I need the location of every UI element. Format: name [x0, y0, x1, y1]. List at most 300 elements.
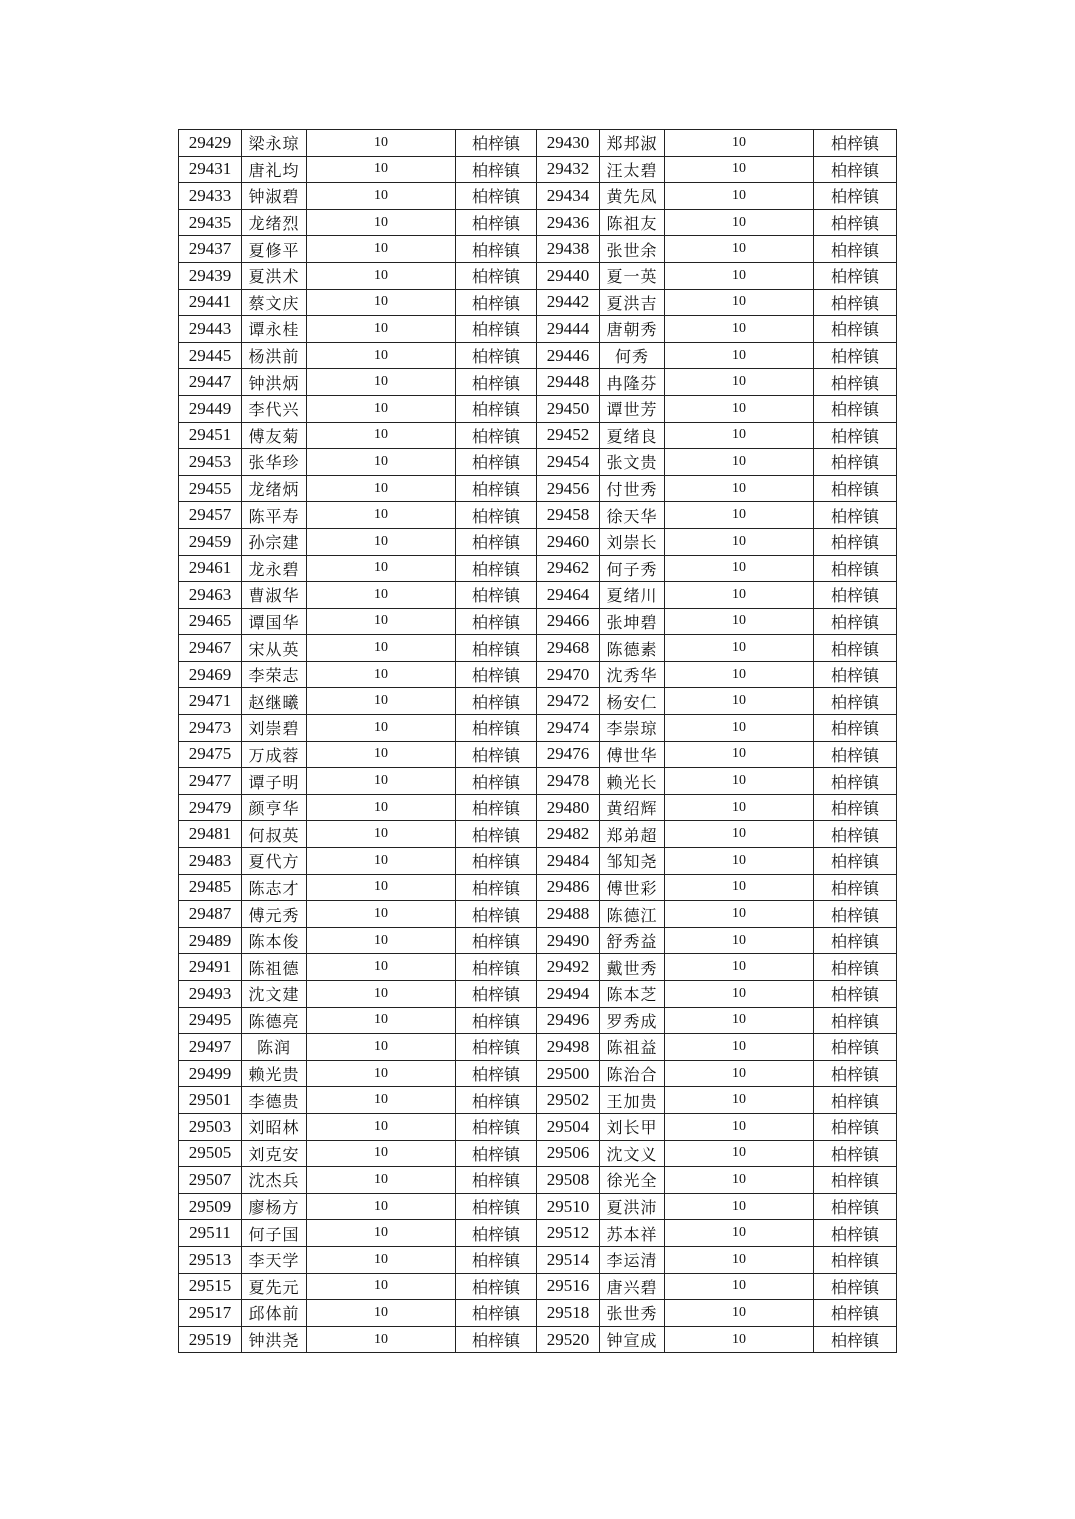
right-record-id-cell: 29516: [537, 1273, 600, 1300]
left-record-id-cell: 29447: [179, 369, 242, 396]
table-row: [179, 369, 897, 396]
right-record-id-cell: 29484: [537, 848, 600, 875]
left-person-name-cell: 唐礼均: [242, 156, 307, 183]
right-town-name-cell: 柏梓镇: [814, 768, 897, 795]
right-person-name-cell: 徐光全: [600, 1167, 665, 1194]
right-person-name-cell: 郑弟超: [600, 821, 665, 848]
right-person-name-cell: 何子秀: [600, 555, 665, 582]
left-town-name-cell: 柏梓镇: [456, 209, 537, 236]
table-row: [179, 528, 897, 555]
left-person-name-cell: 沈文建: [242, 981, 307, 1008]
left-record-id-cell: 29429: [179, 130, 242, 157]
right-amount-cell: 10: [665, 715, 814, 742]
right-town-name-cell: 柏梓镇: [814, 289, 897, 316]
left-amount-cell: 10: [307, 1113, 456, 1140]
left-record-id-cell: 29431: [179, 156, 242, 183]
left-amount-cell: 10: [307, 1246, 456, 1273]
right-amount-cell: 10: [665, 661, 814, 688]
left-person-name-cell: 蔡文庆: [242, 289, 307, 316]
left-town-name-cell: 柏梓镇: [456, 715, 537, 742]
right-person-name-cell: 陈治合: [600, 1060, 665, 1087]
left-amount-cell: 10: [307, 1273, 456, 1300]
left-town-name-cell: 柏梓镇: [456, 316, 537, 343]
right-person-name-cell: 傅世华: [600, 741, 665, 768]
right-town-name-cell: 柏梓镇: [814, 502, 897, 529]
right-record-id-cell: 29520: [537, 1326, 600, 1353]
right-record-id-cell: 29510: [537, 1193, 600, 1220]
left-person-name-cell: 龙绪烈: [242, 209, 307, 236]
left-person-name-cell: 李德贵: [242, 1087, 307, 1114]
right-person-name-cell: 傅世彩: [600, 874, 665, 901]
left-person-name-cell: 刘昭林: [242, 1113, 307, 1140]
left-person-name-cell: 杨洪前: [242, 342, 307, 369]
left-amount-cell: 10: [307, 1007, 456, 1034]
table-row: [179, 741, 897, 768]
right-person-name-cell: 沈秀华: [600, 661, 665, 688]
right-record-id-cell: 29454: [537, 449, 600, 476]
right-person-name-cell: 陈祖友: [600, 209, 665, 236]
table-row: [179, 1167, 897, 1194]
right-record-id-cell: 29492: [537, 954, 600, 981]
table-row: [179, 1273, 897, 1300]
right-record-id-cell: 29518: [537, 1300, 600, 1327]
right-amount-cell: 10: [665, 1087, 814, 1114]
table-row: [179, 821, 897, 848]
right-town-name-cell: 柏梓镇: [814, 874, 897, 901]
left-person-name-cell: 赖光贵: [242, 1060, 307, 1087]
right-amount-cell: 10: [665, 316, 814, 343]
left-town-name-cell: 柏梓镇: [456, 661, 537, 688]
right-person-name-cell: 杨安仁: [600, 688, 665, 715]
left-town-name-cell: 柏梓镇: [456, 874, 537, 901]
right-amount-cell: 10: [665, 1113, 814, 1140]
table-row: [179, 794, 897, 821]
right-person-name-cell: 张坤碧: [600, 608, 665, 635]
right-amount-cell: 10: [665, 1167, 814, 1194]
right-record-id-cell: 29458: [537, 502, 600, 529]
table-row: [179, 1193, 897, 1220]
right-amount-cell: 10: [665, 1300, 814, 1327]
table-row: [179, 1140, 897, 1167]
right-record-id-cell: 29486: [537, 874, 600, 901]
right-town-name-cell: 柏梓镇: [814, 848, 897, 875]
right-record-id-cell: 29470: [537, 661, 600, 688]
left-amount-cell: 10: [307, 741, 456, 768]
right-town-name-cell: 柏梓镇: [814, 981, 897, 1008]
left-person-name-cell: 陈志才: [242, 874, 307, 901]
left-amount-cell: 10: [307, 236, 456, 263]
left-amount-cell: 10: [307, 901, 456, 928]
left-town-name-cell: 柏梓镇: [456, 1007, 537, 1034]
left-record-id-cell: 29489: [179, 927, 242, 954]
left-record-id-cell: 29451: [179, 422, 242, 449]
right-amount-cell: 10: [665, 1034, 814, 1061]
right-town-name-cell: 柏梓镇: [814, 1193, 897, 1220]
left-amount-cell: 10: [307, 1060, 456, 1087]
left-town-name-cell: 柏梓镇: [456, 635, 537, 662]
left-record-id-cell: 29455: [179, 475, 242, 502]
left-amount-cell: 10: [307, 848, 456, 875]
right-amount-cell: 10: [665, 395, 814, 422]
table-row: [179, 715, 897, 742]
right-person-name-cell: 夏绪川: [600, 582, 665, 609]
right-amount-cell: 10: [665, 1060, 814, 1087]
right-amount-cell: 10: [665, 209, 814, 236]
left-person-name-cell: 钟洪炳: [242, 369, 307, 396]
left-amount-cell: 10: [307, 1140, 456, 1167]
right-town-name-cell: 柏梓镇: [814, 954, 897, 981]
right-amount-cell: 10: [665, 555, 814, 582]
right-town-name-cell: 柏梓镇: [814, 1246, 897, 1273]
left-amount-cell: 10: [307, 449, 456, 476]
table-row: [179, 262, 897, 289]
left-record-id-cell: 29473: [179, 715, 242, 742]
right-person-name-cell: 谭世芳: [600, 395, 665, 422]
left-record-id-cell: 29501: [179, 1087, 242, 1114]
right-town-name-cell: 柏梓镇: [814, 316, 897, 343]
left-amount-cell: 10: [307, 502, 456, 529]
right-town-name-cell: 柏梓镇: [814, 927, 897, 954]
right-person-name-cell: 张世余: [600, 236, 665, 263]
right-person-name-cell: 唐朝秀: [600, 316, 665, 343]
right-amount-cell: 10: [665, 1246, 814, 1273]
left-person-name-cell: 陈德亮: [242, 1007, 307, 1034]
left-amount-cell: 10: [307, 395, 456, 422]
roster-body: [179, 130, 897, 1353]
right-town-name-cell: 柏梓镇: [814, 1273, 897, 1300]
right-town-name-cell: 柏梓镇: [814, 688, 897, 715]
left-amount-cell: 10: [307, 528, 456, 555]
right-person-name-cell: 钟宣成: [600, 1326, 665, 1353]
left-amount-cell: 10: [307, 821, 456, 848]
right-record-id-cell: 29488: [537, 901, 600, 928]
left-person-name-cell: 龙绪炳: [242, 475, 307, 502]
right-town-name-cell: 柏梓镇: [814, 449, 897, 476]
table-row: [179, 608, 897, 635]
right-record-id-cell: 29482: [537, 821, 600, 848]
table-row: [179, 1060, 897, 1087]
table-row: [179, 927, 897, 954]
right-person-name-cell: 苏本祥: [600, 1220, 665, 1247]
left-amount-cell: 10: [307, 209, 456, 236]
left-town-name-cell: 柏梓镇: [456, 1326, 537, 1353]
table-row: [179, 449, 897, 476]
left-town-name-cell: 柏梓镇: [456, 342, 537, 369]
left-amount-cell: 10: [307, 715, 456, 742]
table-row: [179, 1326, 897, 1353]
right-person-name-cell: 陈祖益: [600, 1034, 665, 1061]
right-record-id-cell: 29450: [537, 395, 600, 422]
right-person-name-cell: 付世秀: [600, 475, 665, 502]
right-person-name-cell: 夏洪沛: [600, 1193, 665, 1220]
left-town-name-cell: 柏梓镇: [456, 1140, 537, 1167]
right-record-id-cell: 29432: [537, 156, 600, 183]
left-amount-cell: 10: [307, 661, 456, 688]
left-record-id-cell: 29505: [179, 1140, 242, 1167]
left-town-name-cell: 柏梓镇: [456, 1220, 537, 1247]
table-row: [179, 289, 897, 316]
right-amount-cell: 10: [665, 183, 814, 210]
right-record-id-cell: 29438: [537, 236, 600, 263]
right-person-name-cell: 夏一英: [600, 262, 665, 289]
right-amount-cell: 10: [665, 449, 814, 476]
left-person-name-cell: 傅友菊: [242, 422, 307, 449]
left-person-name-cell: 陈平寿: [242, 502, 307, 529]
right-person-name-cell: 黄绍辉: [600, 794, 665, 821]
right-amount-cell: 10: [665, 768, 814, 795]
table-row: [179, 1220, 897, 1247]
left-record-id-cell: 29495: [179, 1007, 242, 1034]
left-person-name-cell: 孙宗建: [242, 528, 307, 555]
left-town-name-cell: 柏梓镇: [456, 582, 537, 609]
left-person-name-cell: 夏代方: [242, 848, 307, 875]
left-town-name-cell: 柏梓镇: [456, 1087, 537, 1114]
left-town-name-cell: 柏梓镇: [456, 608, 537, 635]
left-record-id-cell: 29511: [179, 1220, 242, 1247]
left-record-id-cell: 29443: [179, 316, 242, 343]
right-town-name-cell: 柏梓镇: [814, 156, 897, 183]
table-row: [179, 555, 897, 582]
left-record-id-cell: 29485: [179, 874, 242, 901]
left-amount-cell: 10: [307, 289, 456, 316]
right-amount-cell: 10: [665, 901, 814, 928]
left-record-id-cell: 29463: [179, 582, 242, 609]
right-person-name-cell: 汪太碧: [600, 156, 665, 183]
right-amount-cell: 10: [665, 635, 814, 662]
left-town-name-cell: 柏梓镇: [456, 901, 537, 928]
right-amount-cell: 10: [665, 369, 814, 396]
right-town-name-cell: 柏梓镇: [814, 209, 897, 236]
right-person-name-cell: 沈文义: [600, 1140, 665, 1167]
table-row: [179, 395, 897, 422]
table-row: [179, 1087, 897, 1114]
right-person-name-cell: 李运清: [600, 1246, 665, 1273]
left-town-name-cell: 柏梓镇: [456, 927, 537, 954]
right-record-id-cell: 29508: [537, 1167, 600, 1194]
left-record-id-cell: 29475: [179, 741, 242, 768]
table-row: [179, 422, 897, 449]
right-town-name-cell: 柏梓镇: [814, 475, 897, 502]
table-row: [179, 236, 897, 263]
left-town-name-cell: 柏梓镇: [456, 1193, 537, 1220]
left-amount-cell: 10: [307, 582, 456, 609]
right-person-name-cell: 张文贵: [600, 449, 665, 476]
left-amount-cell: 10: [307, 635, 456, 662]
right-amount-cell: 10: [665, 794, 814, 821]
right-person-name-cell: 罗秀成: [600, 1007, 665, 1034]
right-person-name-cell: 李崇琼: [600, 715, 665, 742]
left-town-name-cell: 柏梓镇: [456, 369, 537, 396]
right-person-name-cell: 何秀: [600, 342, 665, 369]
right-record-id-cell: 29442: [537, 289, 600, 316]
right-record-id-cell: 29472: [537, 688, 600, 715]
right-amount-cell: 10: [665, 848, 814, 875]
left-town-name-cell: 柏梓镇: [456, 555, 537, 582]
left-record-id-cell: 29497: [179, 1034, 242, 1061]
right-town-name-cell: 柏梓镇: [814, 1007, 897, 1034]
left-person-name-cell: 陈润: [242, 1034, 307, 1061]
right-record-id-cell: 29502: [537, 1087, 600, 1114]
left-town-name-cell: 柏梓镇: [456, 502, 537, 529]
left-person-name-cell: 李荣志: [242, 661, 307, 688]
left-person-name-cell: 刘克安: [242, 1140, 307, 1167]
left-amount-cell: 10: [307, 369, 456, 396]
right-town-name-cell: 柏梓镇: [814, 422, 897, 449]
left-town-name-cell: 柏梓镇: [456, 1273, 537, 1300]
right-record-id-cell: 29448: [537, 369, 600, 396]
right-amount-cell: 10: [665, 156, 814, 183]
left-record-id-cell: 29459: [179, 528, 242, 555]
left-record-id-cell: 29491: [179, 954, 242, 981]
left-amount-cell: 10: [307, 316, 456, 343]
left-record-id-cell: 29517: [179, 1300, 242, 1327]
right-person-name-cell: 黄先凤: [600, 183, 665, 210]
right-town-name-cell: 柏梓镇: [814, 741, 897, 768]
right-amount-cell: 10: [665, 954, 814, 981]
right-amount-cell: 10: [665, 1220, 814, 1247]
left-person-name-cell: 钟淑碧: [242, 183, 307, 210]
left-town-name-cell: 柏梓镇: [456, 422, 537, 449]
table-row: [179, 1113, 897, 1140]
left-amount-cell: 10: [307, 156, 456, 183]
left-amount-cell: 10: [307, 342, 456, 369]
right-person-name-cell: 赖光长: [600, 768, 665, 795]
right-amount-cell: 10: [665, 741, 814, 768]
right-town-name-cell: 柏梓镇: [814, 582, 897, 609]
table-row: [179, 475, 897, 502]
left-amount-cell: 10: [307, 954, 456, 981]
right-record-id-cell: 29444: [537, 316, 600, 343]
right-record-id-cell: 29478: [537, 768, 600, 795]
left-amount-cell: 10: [307, 927, 456, 954]
right-record-id-cell: 29430: [537, 130, 600, 157]
right-record-id-cell: 29452: [537, 422, 600, 449]
left-person-name-cell: 何叔英: [242, 821, 307, 848]
left-person-name-cell: 龙永碧: [242, 555, 307, 582]
right-record-id-cell: 29436: [537, 209, 600, 236]
table-row: [179, 661, 897, 688]
left-person-name-cell: 邱体前: [242, 1300, 307, 1327]
right-town-name-cell: 柏梓镇: [814, 236, 897, 263]
left-town-name-cell: 柏梓镇: [456, 475, 537, 502]
left-record-id-cell: 29503: [179, 1113, 242, 1140]
right-record-id-cell: 29500: [537, 1060, 600, 1087]
left-town-name-cell: 柏梓镇: [456, 528, 537, 555]
right-record-id-cell: 29498: [537, 1034, 600, 1061]
left-person-name-cell: 陈本俊: [242, 927, 307, 954]
left-amount-cell: 10: [307, 1087, 456, 1114]
right-record-id-cell: 29480: [537, 794, 600, 821]
right-amount-cell: 10: [665, 475, 814, 502]
table-row: [179, 183, 897, 210]
left-person-name-cell: 李天学: [242, 1246, 307, 1273]
left-person-name-cell: 夏修平: [242, 236, 307, 263]
left-person-name-cell: 谭国华: [242, 608, 307, 635]
right-amount-cell: 10: [665, 1273, 814, 1300]
table-row: [179, 156, 897, 183]
left-person-name-cell: 夏先元: [242, 1273, 307, 1300]
left-person-name-cell: 沈杰兵: [242, 1167, 307, 1194]
right-town-name-cell: 柏梓镇: [814, 635, 897, 662]
right-town-name-cell: 柏梓镇: [814, 1140, 897, 1167]
left-record-id-cell: 29483: [179, 848, 242, 875]
right-record-id-cell: 29460: [537, 528, 600, 555]
left-amount-cell: 10: [307, 981, 456, 1008]
right-person-name-cell: 刘长甲: [600, 1113, 665, 1140]
left-record-id-cell: 29453: [179, 449, 242, 476]
table-row: [179, 1007, 897, 1034]
left-person-name-cell: 夏洪术: [242, 262, 307, 289]
left-amount-cell: 10: [307, 1220, 456, 1247]
left-town-name-cell: 柏梓镇: [456, 1034, 537, 1061]
left-record-id-cell: 29471: [179, 688, 242, 715]
left-person-name-cell: 颜亨华: [242, 794, 307, 821]
right-record-id-cell: 29464: [537, 582, 600, 609]
left-record-id-cell: 29435: [179, 209, 242, 236]
left-amount-cell: 10: [307, 768, 456, 795]
table-row: [179, 342, 897, 369]
left-person-name-cell: 赵继曦: [242, 688, 307, 715]
right-record-id-cell: 29504: [537, 1113, 600, 1140]
right-amount-cell: 10: [665, 236, 814, 263]
right-amount-cell: 10: [665, 130, 814, 157]
right-record-id-cell: 29466: [537, 608, 600, 635]
right-record-id-cell: 29506: [537, 1140, 600, 1167]
left-person-name-cell: 宋从英: [242, 635, 307, 662]
left-town-name-cell: 柏梓镇: [456, 954, 537, 981]
left-record-id-cell: 29441: [179, 289, 242, 316]
left-person-name-cell: 曹淑华: [242, 582, 307, 609]
left-town-name-cell: 柏梓镇: [456, 1167, 537, 1194]
left-amount-cell: 10: [307, 1193, 456, 1220]
right-record-id-cell: 29512: [537, 1220, 600, 1247]
right-record-id-cell: 29468: [537, 635, 600, 662]
left-town-name-cell: 柏梓镇: [456, 262, 537, 289]
right-town-name-cell: 柏梓镇: [814, 1300, 897, 1327]
left-record-id-cell: 29465: [179, 608, 242, 635]
left-person-name-cell: 廖杨方: [242, 1193, 307, 1220]
left-record-id-cell: 29457: [179, 502, 242, 529]
right-person-name-cell: 郑邦淑: [600, 130, 665, 157]
left-record-id-cell: 29519: [179, 1326, 242, 1353]
right-town-name-cell: 柏梓镇: [814, 1167, 897, 1194]
left-town-name-cell: 柏梓镇: [456, 981, 537, 1008]
right-town-name-cell: 柏梓镇: [814, 661, 897, 688]
left-amount-cell: 10: [307, 130, 456, 157]
left-town-name-cell: 柏梓镇: [456, 1113, 537, 1140]
right-amount-cell: 10: [665, 528, 814, 555]
right-person-name-cell: 张世秀: [600, 1300, 665, 1327]
right-amount-cell: 10: [665, 608, 814, 635]
table-row: [179, 316, 897, 343]
left-town-name-cell: 柏梓镇: [456, 395, 537, 422]
right-town-name-cell: 柏梓镇: [814, 395, 897, 422]
left-person-name-cell: 陈祖德: [242, 954, 307, 981]
left-person-name-cell: 钟洪尧: [242, 1326, 307, 1353]
right-person-name-cell: 陈德江: [600, 901, 665, 928]
right-town-name-cell: 柏梓镇: [814, 1034, 897, 1061]
right-person-name-cell: 陈本芝: [600, 981, 665, 1008]
left-town-name-cell: 柏梓镇: [456, 768, 537, 795]
right-record-id-cell: 29446: [537, 342, 600, 369]
right-person-name-cell: 戴世秀: [600, 954, 665, 981]
left-town-name-cell: 柏梓镇: [456, 130, 537, 157]
right-amount-cell: 10: [665, 927, 814, 954]
left-amount-cell: 10: [307, 874, 456, 901]
right-person-name-cell: 王加贵: [600, 1087, 665, 1114]
right-amount-cell: 10: [665, 1140, 814, 1167]
left-amount-cell: 10: [307, 794, 456, 821]
